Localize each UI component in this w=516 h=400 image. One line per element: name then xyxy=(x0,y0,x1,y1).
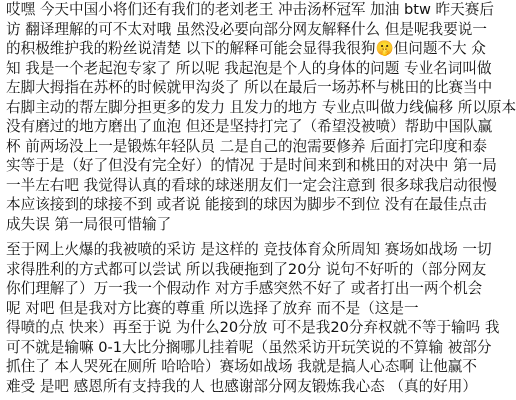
post-text-line: 抓住了 本人哭死在厕所 哈哈哈）赛场如战场 我就是搞人心态啊 让他赢不 xyxy=(6,358,477,375)
post-text-line: 没有磨过的地方磨出了血泡 但还是坚持打完了（希望没被喷）帮助中国队赢 xyxy=(6,118,493,135)
post-text-line: 你们理解了）万一我一个假动作 对方手感突然不好了 或者打出一两个机会 xyxy=(6,280,483,297)
post-text-line: 杯 前两场没上一是锻炼年轻队员 二是自己的泡需要修养 后面打完印度和泰 xyxy=(6,137,487,155)
post-text-line: 右脚主动的帮左脚分担更多的发力 且发力的地方 专业点叫做力线偏移 所以原本 xyxy=(6,98,516,116)
post-text-line: 一半左右吧 我觉得认真的看球的球迷朋友们一定会注意到 很多球我启动很慢 xyxy=(6,176,497,194)
post-text-line: 访 翻译理解的可不太对哦 虽然没必要向部分网友解释什么 但是呢我要说一 xyxy=(6,20,487,38)
post-text-line: 难受 是吧 感恩所有支持我的人 也感谢部分网友锻炼我心态 （真的好用） xyxy=(6,377,477,395)
post-text-line: 可不就是输嘛 0-1大比分搁哪儿挂着呢（虽然采访开玩笑说的不算输 被部分 xyxy=(6,338,492,356)
post-body xyxy=(6,0,516,396)
post-text-line: 的积极维护我的粉丝说清楚 以下的解释可能会显得我很狗🤫但问题不大 众 xyxy=(6,40,486,57)
post-text-line: 哎嘿 今天中国小将们还有我们的老刘老王 冲击汤杯冠军 加油 btw 昨天赛后 xyxy=(6,1,494,18)
post-text-line: 知 我是一个老起泡专家了 所以呢 我起泡是个人的身体的问题 专业名词叫做 xyxy=(6,59,492,77)
post-text-line: 实等于是（好了但没有完全好）的情况 于是时间来到和桃田的对决中 第一局 xyxy=(6,157,497,174)
post-text-line: 呢 对吧 但是我对方比赛的尊重 所以选择了放弃 而不是（这是一 xyxy=(6,299,419,317)
post-text-line: 左脚大拇指在苏杯的时候就甲沟炎了 所以在最后一场苏杯与桃田的比赛当中 xyxy=(6,79,493,96)
post-text-line: 本应该接到的球接不到 或者说 能接到的球因为脚步不到位 没有在最佳点击 xyxy=(6,196,487,213)
post-text-line: 求得胜利的方式都可以尝试 所以我硬拖到了20分 说句不好听的（部分网友 xyxy=(6,260,487,278)
post-text-line: 成失误 第一局很可惜输了 xyxy=(6,215,172,233)
post-text-line: 至于网上火爆的我被喷的采访 是这样的 竞技体育众所周知 赛场如战场 一切 xyxy=(6,241,492,258)
post-text-line: 得喷的点 快来）再至于说 为什么20分放 可不是我20分弃权就不等于输吗 我 xyxy=(6,319,500,336)
